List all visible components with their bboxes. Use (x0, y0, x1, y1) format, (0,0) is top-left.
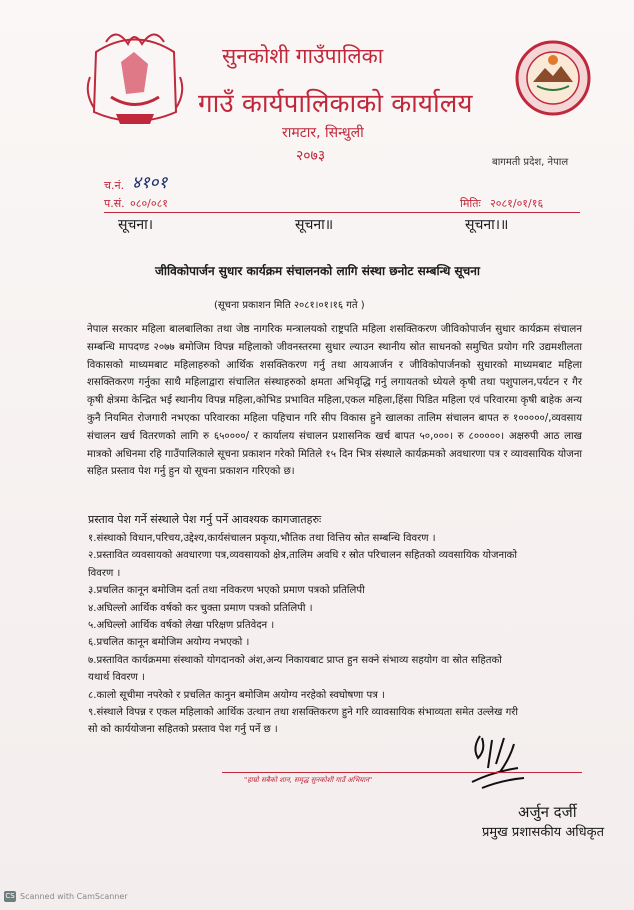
list-item: विवरण । (88, 567, 121, 579)
camscanner-icon: CS (5, 892, 15, 900)
cn-label: च.नं. (104, 179, 125, 192)
signatory-designation: प्रमुख प्रशासकीय अधिकृत (482, 825, 605, 840)
list-item: ३.प्रचलित कानून बमोजिम दर्ता तथा नविकरण भएको प्रमाण पत्रको प्रतिलिपी (88, 585, 365, 597)
ps-value: ०८०/०८१ (130, 197, 169, 210)
municipality-name: सुनकोशी गाउँपालिका (222, 44, 384, 68)
province-label: बागमती प्रदेश, नेपाल (492, 157, 569, 168)
office-location: रामटार, सिन्धुली (282, 125, 364, 141)
scanner-watermark: Scanned with CamScanner (20, 892, 128, 901)
list-item: ६.प्रचलित कानून बमोजिम अयोग्य नभएको । (88, 637, 250, 649)
cn-value: ४१०१ (132, 173, 168, 193)
signatory-name: अर्जुन दर्जी (518, 803, 577, 821)
list-item: यथार्थ विवरण । (88, 672, 145, 684)
office-name: गाउँ कार्यपालिकाको कार्यालय (198, 89, 473, 119)
list-item: ४.अघिल्लो आर्थिक वर्षको कर चुक्ता प्रमाण पत्रको प्रतिलिपी । (88, 602, 313, 614)
requirements-list (88, 530, 588, 739)
notice-label-1: सूचना। (118, 217, 154, 233)
notice-label-2: सूचना॥ (295, 217, 334, 233)
list-item: ५.अघिल्लो आर्थिक वर्षको लेखा परिक्षण प्रतिवेदन । (88, 620, 275, 632)
establishment-year: २०७३ (296, 148, 326, 164)
list-item: सो को कार्ययोजना सहितको प्रस्ताव पेश गर्नु पर्ने छ । (88, 724, 278, 736)
ps-label: प.सं. (104, 197, 125, 210)
publish-date: (सूचना प्रकाशन मिति २०८१।०१।१६ गते ) (214, 300, 365, 311)
requirements-heading: प्रस्ताव पेश गर्ने संस्थाले पेश गर्नु पर्ने आवश्यक कागजातहरुः (88, 513, 322, 526)
list-item: ८.कालो सूचीमा नपरेको र प्रचलित कानुन बमोजिम अयोग्य नरहेको स्वघोषणा पत्र । (88, 689, 385, 701)
list-item: १.संस्थाको विधान,परिचय,उद्देश्य,कार्यसंचालन प्रकृया,भौतिक तथा वित्तिय स्रोत सम्बन्धि विवरण । (88, 533, 436, 544)
notice-label-3: सूचना।॥ (465, 217, 509, 233)
notice-title: जीविकोपार्जन सुधार कार्यक्रम संचालनको लागि संस्था छनोट सम्बन्धि सूचना (155, 264, 480, 278)
list-item: ९.संस्थाले विपन्न र एकल महिलाको आर्थिक उत्थान तथा शसक्तिकरण हुने गरि व्यावसायिक संभाव्यता समेत उल्लेख गरी (88, 707, 519, 719)
signature (452, 728, 532, 800)
notice-body: नेपाल सरकार महिला बालबालिका तथा जेष्ठ नागरिक मन्त्रालयको राष्ट्रपति महिला शसक्तिकरण जीविकोपार्जन सुधार कार्यक्रम संचालन सम्बन्धि मापदण्ड २०७७ बमोजिम विपन्न महिलाको जीवनस्तरमा सुधार ल्याउन स्थानीय स्रोत साधनको समुचित प्रयोग गरि उद्यमशीलता विकासको माध्यमबाट महिलाहरुको आर्थिक शसक्तिकरण गर्नु तथा आयआर्जन र जीविकोपार्जनको सुधारको माध्यमबाट महिला शसक्तिकरण गर्नुका साथै महिलाद्वारा संचालित संस्थाहरुको क्षमता अभिवृद्धि गर्नु लगायतको ध्येयले कृषी तथा पशुपालन,पर्यटन र गैर कृषी क्षेत्रमा केन्द्रित भई स्थानीय विपन्न महिला,कोभिड प्रभावित महिला,एकल महिला,हिंसा पिडित महिला एवं परिवारमा कृषी बाहेक अन्य कुनै नियमित रोजगारी नभएका परिवारका महिला पहिचान गरि सीप विकास हुने खालका तालिम संचालन बापत रु १०००००/,व्यवसाय संचालन खर्च वितरणको लागि रु ६५००००/ र कार्यालय संचालन प्रशासनिक खर्च बापत ५०,०००। रु ८०००००। अक्षरुपी आठ लाख मात्रको अधिनमा रहि गाउँपालिकाले सूचना प्रकाशन गरेको मितिले १५ दिन भित्र संस्थाले कार्यक्रमको अवधारणा पत्र र व्यावसायिक योजना सहित प्रस्ताव पेश गर्नु हुन यो सूचना प्रकाशन गरिएको छ। (87, 324, 582, 478)
footer-divider (222, 772, 582, 773)
date-value: २०८१/०१/१६ (490, 197, 544, 210)
municipality-seal-logo (515, 38, 591, 120)
list-item: ७.प्रस्तावित कार्यक्रममा संस्थाको योगदानको अंश,अन्य निकायबाट प्राप्त हुन सक्ने संभाव्य सहयोग वा स्रोत सहितको (88, 654, 502, 666)
date-label: मितिः (460, 197, 481, 210)
footer-motto: "हाम्रो सबैको शान, समृद्ध सुनकोशी गाउँ अभियान" (244, 776, 373, 784)
list-item: २.प्रस्तावित व्यवसायको अवधारणा पत्र,व्यवसायको क्षेत्र,तालिम अवधि र स्रोत परिचालन सहितको व्यवसायिक योजनाको (88, 550, 518, 562)
nepal-emblem-logo (76, 22, 194, 132)
header-divider (104, 212, 580, 213)
